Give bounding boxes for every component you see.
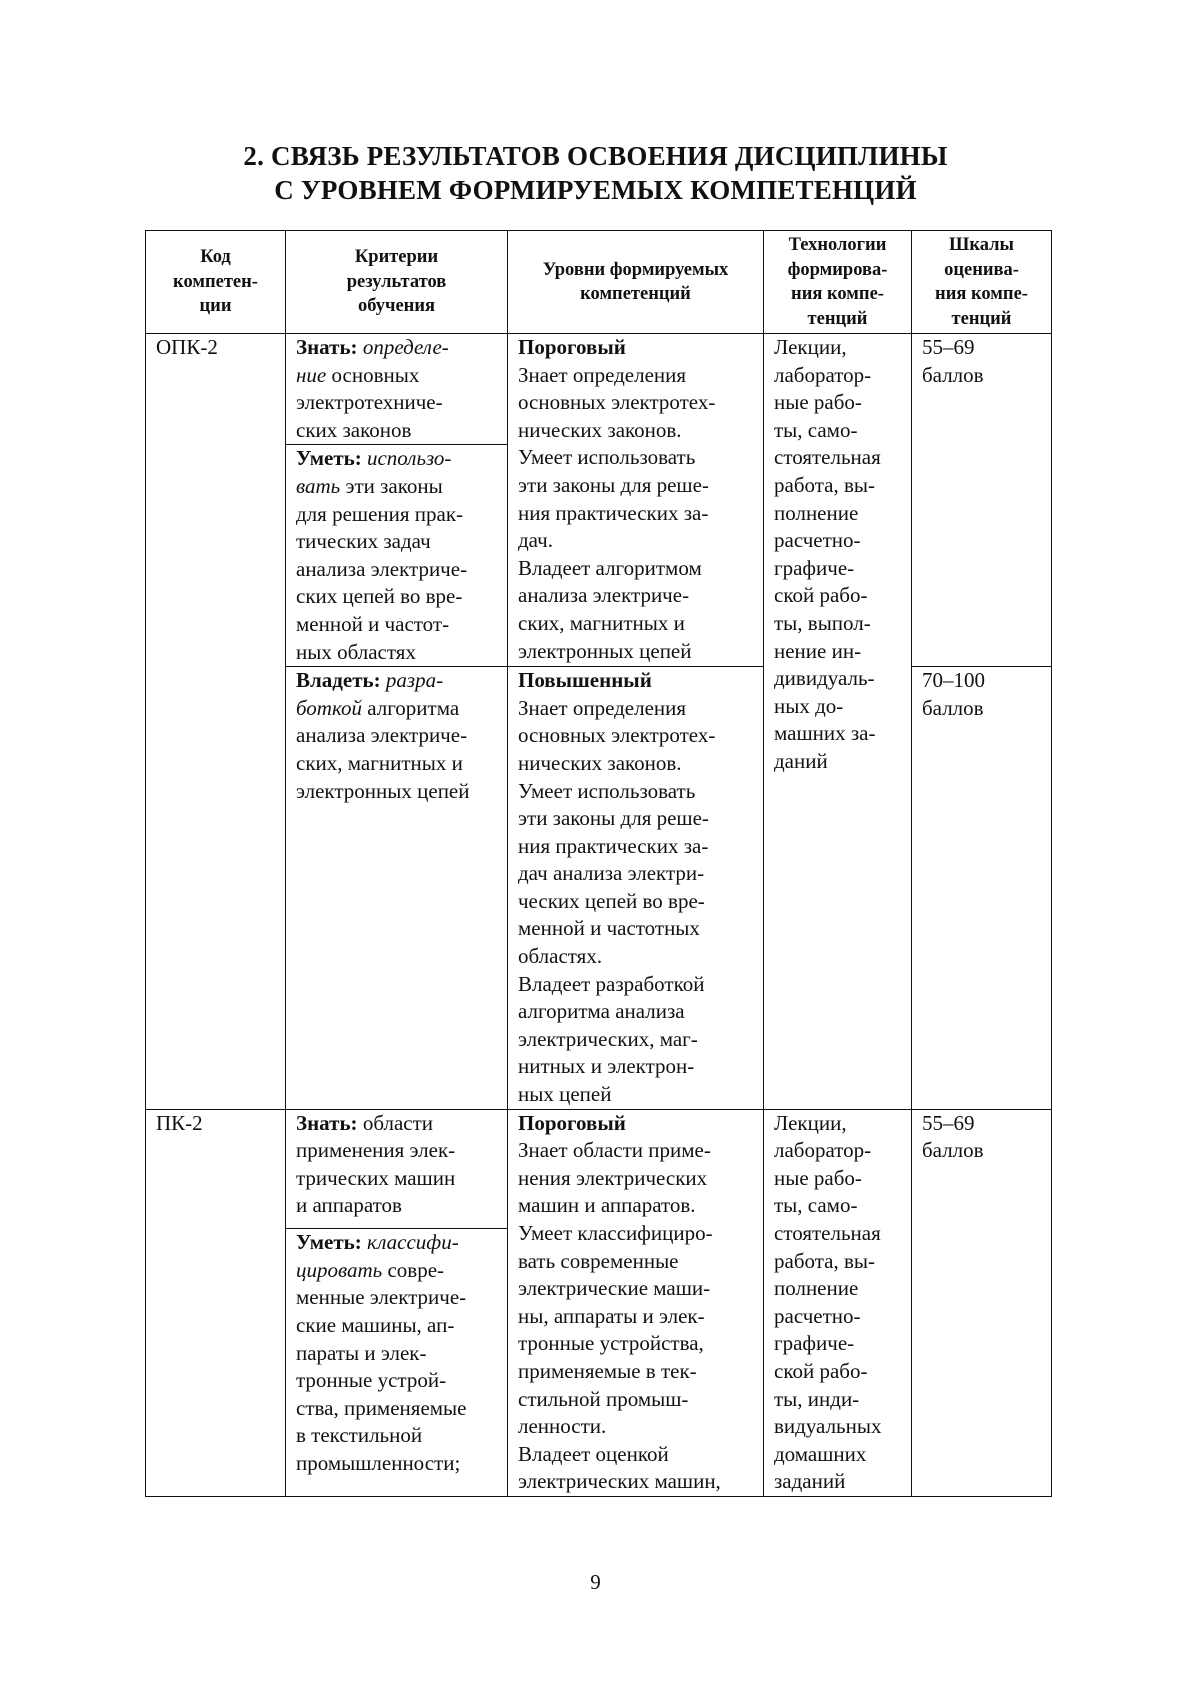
text-line: 70–100 [922,668,985,693]
criteria-verb: классифи- [366,1230,459,1255]
criteria-line [296,1340,499,1368]
criteria-line [296,583,499,611]
text-line: стильной промыш- [518,1386,689,1411]
technologies [764,1109,912,1496]
text-line: ния практических за- [518,833,709,858]
section-title-line-2: С УРОВНЕМ ФОРМИРУЕМЫХ КОМПЕТЕНЦИЙ [274,175,917,205]
text-line: основных электротех- [518,390,716,415]
criteria-text: основных [326,362,420,387]
criteria-line [296,1284,499,1312]
text-line: ные рабо- [774,390,862,415]
criteria-text: совре- [382,1257,445,1282]
table-row [146,334,1052,445]
text-line: нитных и электрон- [518,1054,695,1079]
text-line: алгоритма анализа [518,999,685,1024]
scale-advanced [912,667,1052,1110]
text-line: вать современные [518,1248,679,1273]
section-title-line-1: 2. СВЯЗЬ РЕЗУЛЬТАТОВ ОСВОЕНИЯ ДИСЦИПЛИНЫ [243,141,948,171]
text-line: машин и аппаратов. [518,1193,696,1218]
text-line: работа, вы- [774,472,876,497]
criteria-know [286,334,508,445]
criteria-line [296,750,499,778]
text-line: Умеет использовать [518,778,696,803]
criteria-line [296,722,499,750]
criteria-line [296,1165,499,1193]
text-line: ты, само- [774,1193,858,1218]
text-line: нения электрических [518,1165,708,1190]
criteria-line [296,611,499,639]
text-line: Умеет классифициро- [518,1221,713,1245]
text-line: электрических, маг- [518,1026,698,1051]
text-line: ских, магнитных и [518,610,685,635]
level-name: Пороговый [518,335,626,359]
criteria-line [296,1137,499,1165]
criteria-text: анализа электриче- [296,556,468,581]
criteria-line [296,473,499,501]
text-line: заданий [774,1469,846,1494]
criteria-line [296,778,499,806]
criteria-text: анализа электриче- [296,723,468,748]
table-row [146,1109,1052,1229]
text-line: ны, аппараты и элек- [518,1303,705,1328]
text-line: ния практических за- [518,500,709,525]
criteria-text: ных областях [296,639,416,664]
criteria-text: применения элек- [296,1138,456,1163]
text-line: Владеет алгоритмом [518,555,702,580]
text-line: эти законы для реше- [518,806,709,831]
text-line: Знает определения [518,695,687,720]
criteria-line [296,1367,499,1395]
level-threshold [508,1109,764,1496]
text-line: ных до- [774,693,844,718]
text-line: расчетно- [774,528,861,553]
criteria-text: для решения прак- [296,501,464,526]
criteria-text: ских, магнитных и [296,750,463,775]
text-line: полнение [774,500,859,525]
text-line: баллов [922,362,984,387]
criteria-text: ских цепей во вре- [296,584,463,609]
text-line: даний [774,748,828,773]
text-line: ные рабо- [774,1165,862,1190]
criteria-master [286,667,508,1110]
text-line: областях. [518,944,603,969]
level-name: Повышенный [518,668,652,693]
criteria-line [296,445,499,473]
text-line: расчетно- [774,1303,861,1328]
criteria-line [296,389,499,417]
criteria-text: области [357,1110,434,1135]
text-line: видуальных [774,1414,882,1439]
criteria-text: параты и элек- [296,1340,427,1365]
competencies-table [145,230,1052,1497]
header-scales: Шкалы оценива- ния компе- тенций [912,231,1052,334]
criteria-text: трических машин [296,1165,456,1190]
criteria-line [296,528,499,556]
criteria-know [286,1109,508,1229]
criteria-line [296,1312,499,1340]
level-advanced [508,667,764,1110]
text-line: анализа электриче- [518,583,690,608]
text-line: Владеет разработкой [518,971,705,996]
level-threshold [508,334,764,667]
criteria-able [286,445,508,667]
page-number: 9 [590,1570,601,1594]
criteria-label: Владеть: [296,668,381,693]
text-line: лаборатор- [774,362,872,387]
text-line: стоятельная [774,1221,881,1245]
criteria-line [296,1395,499,1423]
text-line: нение ин- [774,638,862,663]
criteria-verb-cont: ние [296,362,327,387]
section-title [0,139,1191,207]
text-line: полнение [774,1276,859,1301]
text-line: машних за- [774,721,876,746]
text-line: электрических машин, [518,1469,721,1494]
scale-threshold [912,334,1052,667]
text-line: Знает определения [518,362,687,387]
criteria-text: ские машины, ап- [296,1312,455,1337]
criteria-label: Уметь: [296,1230,362,1255]
table-header-row [146,231,1052,334]
text-line: 55–69 [922,1110,975,1135]
level-name: Пороговый [518,1110,626,1135]
text-line: домашних [774,1441,867,1466]
criteria-verb-cont: боткой [296,695,362,720]
text-line: работа, вы- [774,1248,876,1273]
criteria-line [296,667,499,695]
criteria-line [296,501,499,529]
header-technologies: Технологии формирова- ния компе- тенций [764,231,912,334]
criteria-text: ских законов [296,417,412,442]
criteria-text: тических задач [296,529,431,554]
criteria-able [286,1229,508,1497]
criteria-text: менной и частот- [296,611,450,636]
criteria-label: Знать: [296,335,358,359]
text-line: дач анализа электри- [518,861,705,886]
criteria-line [296,1422,499,1450]
text-line: электрические маши- [518,1276,711,1301]
competence-code: ОПК-2 [146,334,286,1110]
criteria-line [296,556,499,584]
text-line: дач. [518,528,553,553]
criteria-line [296,1229,499,1257]
text-line: ты, выпол- [774,610,871,635]
criteria-text: алгоритма [361,695,460,720]
text-line: графиче- [774,555,855,580]
criteria-text: эти законы [340,473,443,498]
technologies [764,334,912,1110]
criteria-verb: разра- [385,668,444,693]
text-line: стоятельная [774,445,881,470]
header-criteria: Критерии результатов обучения [286,231,508,334]
text-line: ческих цепей во вре- [518,888,705,913]
text-line: баллов [922,1138,984,1163]
text-line: эти законы для реше- [518,472,709,497]
text-line: тронные устройства, [518,1331,704,1356]
text-line: ты, само- [774,417,858,442]
criteria-text: менные электриче- [296,1285,467,1310]
text-line: баллов [922,695,984,720]
text-line: нических законов. [518,750,682,775]
text-line: Владеет оценкой [518,1441,669,1466]
text-line: дивидуаль- [774,666,875,691]
criteria-line [296,417,499,445]
criteria-line [296,1257,499,1285]
criteria-line [296,334,499,362]
text-line: ты, инди- [774,1386,860,1411]
criteria-text: электротехниче- [296,390,443,415]
text-line: Знает области приме- [518,1138,711,1163]
text-line: Лекции, [774,335,847,359]
text-line: графиче- [774,1331,855,1356]
text-line: лаборатор- [774,1138,872,1163]
criteria-verb: использо- [366,446,452,471]
criteria-line [296,695,499,723]
text-line: 55–69 [922,335,975,359]
text-line: ленности. [518,1414,607,1439]
text-line: ской рабо- [774,1358,868,1383]
criteria-text: и аппаратов [296,1193,402,1218]
text-line: ных цепей [518,1082,612,1107]
criteria-line [296,362,499,390]
text-line: применяемые в тек- [518,1358,697,1383]
criteria-label: Знать: [296,1110,358,1135]
text-line: Лекции, [774,1110,847,1135]
criteria-text: тронные устрой- [296,1368,447,1393]
competence-code: ПК-2 [146,1109,286,1496]
text-line: менной и частотных [518,916,700,941]
criteria-text: в текстильной [296,1423,423,1448]
text-line: нических законов. [518,417,682,442]
criteria-label: Уметь: [296,446,362,471]
criteria-verb-cont: вать [296,473,341,498]
header-code: Код компетен- ции [146,231,286,334]
criteria-text: промышленности; [296,1450,461,1475]
criteria-line [296,1110,499,1138]
scale-threshold [912,1109,1052,1496]
criteria-verb: определе- [362,335,449,359]
table-body [146,334,1052,1497]
criteria-verb-cont: цировать [296,1257,383,1282]
criteria-line [296,1192,499,1220]
text-line: основных электротех- [518,723,716,748]
header-levels: Уровни формируемых компетенций [508,231,764,334]
text-line: электронных цепей [518,638,692,663]
criteria-text: электронных цепей [296,778,470,803]
text-line: Умеет использовать [518,445,696,470]
criteria-line [296,639,499,667]
text-line: ской рабо- [774,583,868,608]
criteria-text: ства, применяемые [296,1395,467,1420]
criteria-line [296,1450,499,1478]
